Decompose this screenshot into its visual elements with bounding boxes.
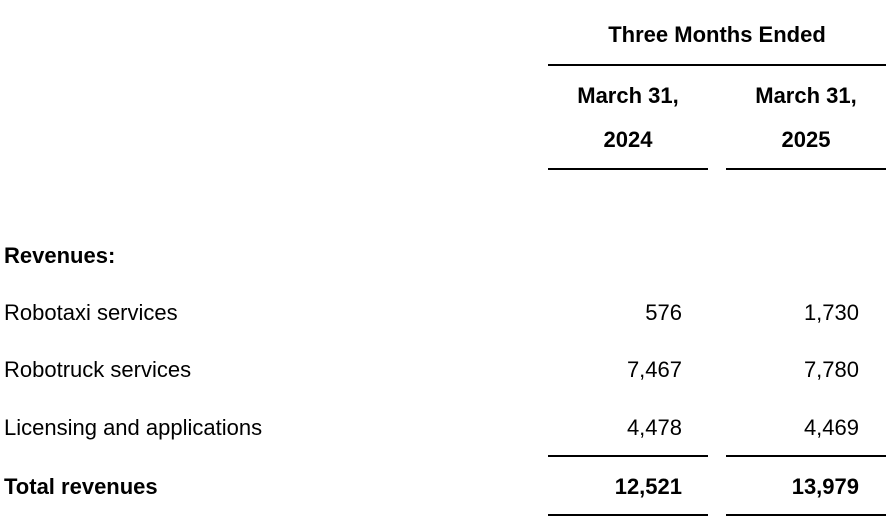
column-header-2024-line1: March 31, [577,83,679,108]
subtotal-rule-2025 [726,455,886,457]
subtotal-rule-2024 [548,455,708,457]
column-header-2025-line1: March 31, [755,83,857,108]
total-rule-2024 [548,514,708,516]
row-value-robotruck-2024: 7,467 [626,357,682,382]
row-label-robotaxi: Robotaxi services [4,300,178,325]
section-label-revenues: Revenues: [4,243,116,268]
column-header-2024-year: 2024 [603,127,653,152]
row-value-robotaxi-2025: 1,730 [803,300,859,325]
row-value-robotaxi-2024: 576 [645,300,682,325]
total-rule-2025 [726,514,886,516]
period-header-rule [548,64,886,66]
period-header: Three Months Ended [608,22,826,47]
row-value-licensing-2025: 4,469 [803,415,859,440]
column-header-2025-rule [726,168,886,170]
total-value-2025: 13,979 [791,474,859,499]
row-label-licensing: Licensing and applications [4,415,263,440]
column-header-2024-rule [548,168,708,170]
total-value-2024: 12,521 [614,474,682,499]
column-header-2025-year: 2025 [781,127,831,152]
row-label-robotruck: Robotruck services [4,357,192,382]
row-value-robotruck-2025: 7,780 [803,357,859,382]
row-value-licensing-2024: 4,478 [626,415,682,440]
total-label: Total revenues [4,474,158,499]
